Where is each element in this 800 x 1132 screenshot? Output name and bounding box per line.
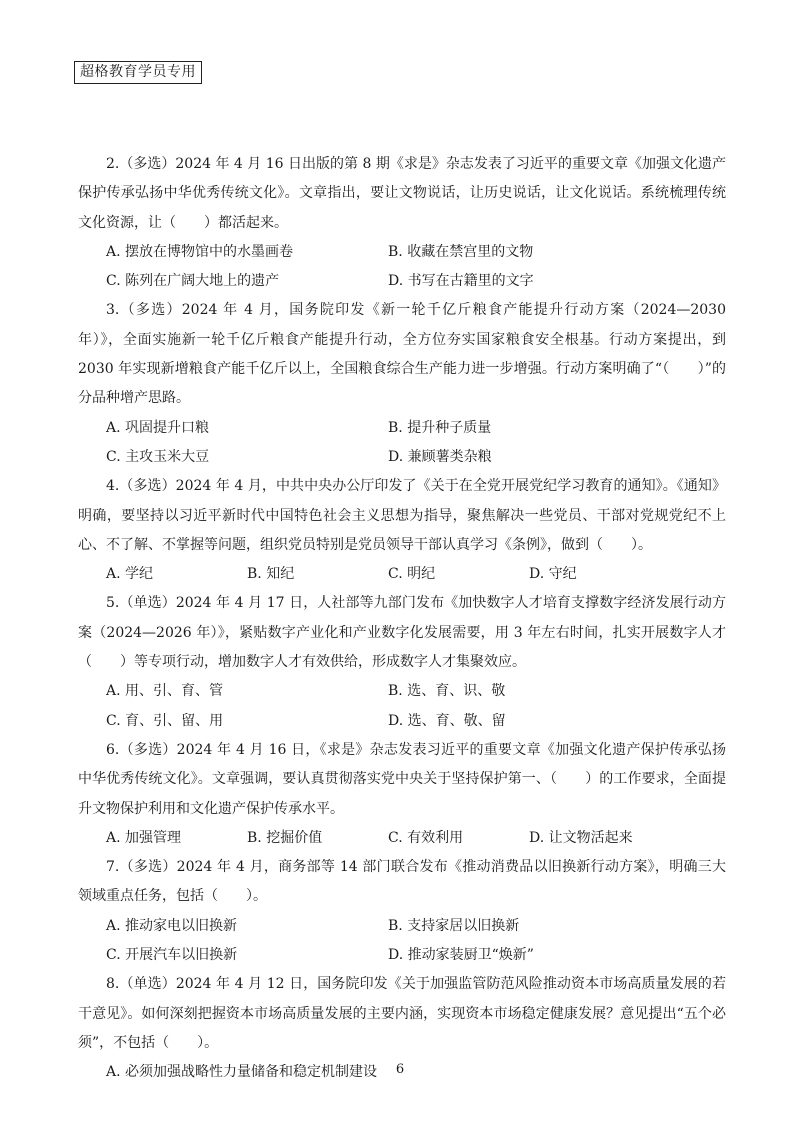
question-6: 6.（多选）2024 年 4 月 16 日，《求是》杂志发表习近平的重要文章《加强文化遗产保护传承弘扬中华优秀传统文化》。文章强调，要认真贯彻落实党中央关于坚持保护第一、（ ）的工作要求，全面提升文物保护利用和文化遗产保护传承水平。	[78, 741, 726, 817]
option-d: D. 兼顾薯类杂粮	[388, 448, 492, 465]
page-number: 6	[395, 1062, 405, 1077]
option-a: A. 学纪	[106, 566, 154, 583]
question-list	[78, 150, 726, 1088]
question-8: 8.（单选）2024 年 4 月 12 日，国务院印发《关于加强监管防范风险推动资本市场高质量发展的若干意见》。如何深刻把握资本市场高质量发展的主要内涵，实现资本市场稳定健康发展？意见提出“五个必须”，不包括（ ）。	[78, 976, 726, 1051]
question-6-options	[78, 824, 726, 853]
option-b: B. 知纪	[247, 566, 295, 583]
question-3-options	[78, 414, 726, 473]
option-c: C. 陈列在广阔大地上的遗产	[106, 273, 280, 290]
question-5: 5.（单选）2024 年 4 月 17 日，人社部等九部门发布《加快数字人才培育支撑数字经济发展行动方案（2024—2026 年）》，紧贴数字产业化和产业数字化发展需要，用 3 年左右时间，扎实开展数字人才（ ）等专项行动，增加数字人才有效供给，形成数字人才集聚效应。	[78, 595, 726, 671]
option-d: D. 守纪	[529, 566, 577, 583]
question-2: 2.（多选）2024 年 4 月 16 日出版的第 8 期《求是》杂志发表了习近平的重要文章《加强文化遗产保护传承弘扬中华优秀传统文化》。文章指出，要让文物说话，让历史说话，让文化说话。系统梳理传统文化资源，让（ ）都活起来。	[78, 156, 726, 231]
question-7: 7.（多选）2024 年 4 月，商务部等 14 部门联合发布《推动消费品以旧换新行动方案》，明确三大领域重点任务，包括（ ）。	[78, 859, 726, 905]
question-4-options	[78, 560, 726, 589]
option-b: B. 支持家居以旧换新	[388, 917, 520, 934]
option-b: B. 收藏在禁宫里的文物	[388, 243, 534, 260]
option-b: B. 选、育、识、敬	[388, 683, 506, 700]
option-d: D. 选、育、敬、留	[388, 712, 506, 729]
option-a: A. 加强管理	[106, 829, 182, 846]
option-c: C. 有效利用	[388, 829, 464, 846]
question-3: 3.（多选）2024 年 4 月，国务院印发《新一轮千亿斤粮食产能提升行动方案（2024—2030 年）》，全面实施新一轮千亿斤粮食产能提升行动，全方位夯实国家粮食安全根基。行动方案提出，到 2030 年实现新增粮食产能千亿斤以上，全国粮食综合生产能力进一步增强。行动方案明确了“（ ）”的分品种增产思路。	[78, 302, 726, 407]
question-4: 4.（多选）2024 年 4 月，中共中央办公厅印发了《关于在全党开展党纪学习教育的通知》。《通知》明确，要坚持以习近平新时代中国特色社会主义思想为指导，聚焦解决一些党员、干部对党规党纪不上心、不了解、不掌握等问题，组织党员特别是党员领导干部认真学习《条例》，做到（ ）。	[78, 478, 726, 553]
option-d: D. 推动家装厨卫“焕新”	[388, 947, 534, 964]
question-7-options	[78, 912, 726, 971]
option-b: B. 挖掘价值	[247, 829, 323, 846]
option-a: A. 推动家电以旧换新	[106, 917, 238, 934]
option-d: D. 书写在古籍里的文字	[388, 273, 534, 290]
option-c: C. 育、引、留、用	[106, 712, 224, 729]
option-a: A. 用、引、育、管	[106, 683, 224, 700]
question-2-options	[78, 238, 726, 297]
option-a: A. 必须加强战略性力量储备和稳定机制建设	[106, 1064, 378, 1081]
option-c: C. 主攻玉米大豆	[106, 448, 210, 465]
header-label: 超格教育学员专用	[74, 61, 202, 84]
option-a: A. 摆放在博物馆中的水墨画卷	[106, 243, 294, 260]
option-b: B. 提升种子质量	[388, 419, 492, 436]
option-d: D. 让文物活起来	[529, 829, 633, 846]
option-c: C. 开展汽车以旧换新	[106, 947, 238, 964]
option-c: C. 明纪	[388, 566, 436, 583]
question-5-options	[78, 677, 726, 736]
option-a: A. 巩固提升口粮	[106, 419, 210, 436]
